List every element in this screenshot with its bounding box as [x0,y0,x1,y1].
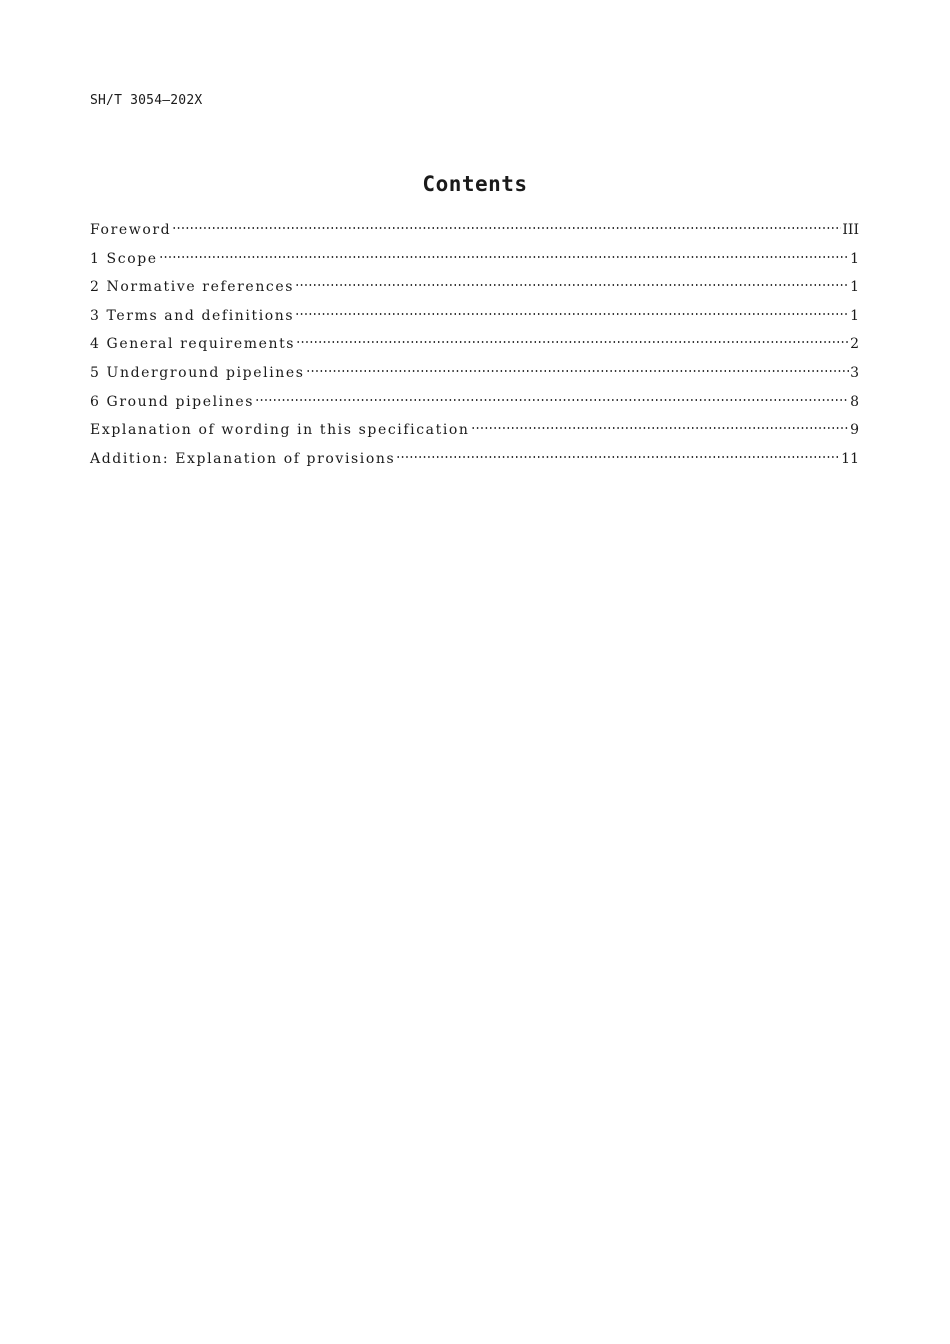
toc-entry-general-requirements[interactable] [90,336,859,365]
dot-leader [159,254,849,260]
toc-entry-explanation-of-wording[interactable] [90,422,859,451]
dot-leader [172,225,841,231]
toc-entry-label: 6 Ground pipelines [90,393,255,410]
dot-leader [255,397,849,403]
table-of-contents [90,222,859,479]
document-code: SH/T 3054—202X [90,93,203,108]
toc-entry-label: 3 Terms and definitions [90,307,295,324]
toc-entry-ground-pipelines[interactable] [90,394,859,423]
toc-page-number: 1 [850,250,859,267]
toc-page-number: 9 [850,422,859,439]
toc-page-number: 1 [850,279,859,296]
dot-leader [296,339,849,345]
toc-entry-scope[interactable] [90,251,859,280]
toc-entry-label: Foreword [90,222,172,238]
dot-leader [396,454,840,460]
dot-leader [295,282,849,288]
toc-page-number: 2 [850,336,859,353]
toc-entry-label: Addition: Explanation of provisions [90,450,396,467]
toc-entry-label: Explanation of wording in this specification [90,422,470,439]
toc-entry-underground-pipelines[interactable] [90,365,859,394]
toc-entry-label: 1 Scope [90,250,158,267]
page-title: Contents [422,172,528,196]
dot-leader [295,311,849,317]
toc-entry-label: 2 Normative references [90,279,295,296]
toc-entry-foreword[interactable] [90,222,859,251]
dot-leader [471,425,850,431]
toc-page-number: 11 [841,450,859,467]
toc-page-number: III [842,222,859,238]
toc-page-number: 3 [850,364,859,381]
toc-page-number: 1 [850,307,859,324]
toc-entry-label: 4 General requirements [90,336,296,353]
toc-entry-explanation-of-provisions[interactable] [90,451,859,480]
toc-page-number: 8 [850,393,859,410]
toc-entry-label: 5 Underground pipelines [90,364,305,381]
toc-entry-terms-and-definitions[interactable] [90,308,859,337]
toc-entry-normative-references[interactable] [90,279,859,308]
dot-leader [306,368,850,374]
